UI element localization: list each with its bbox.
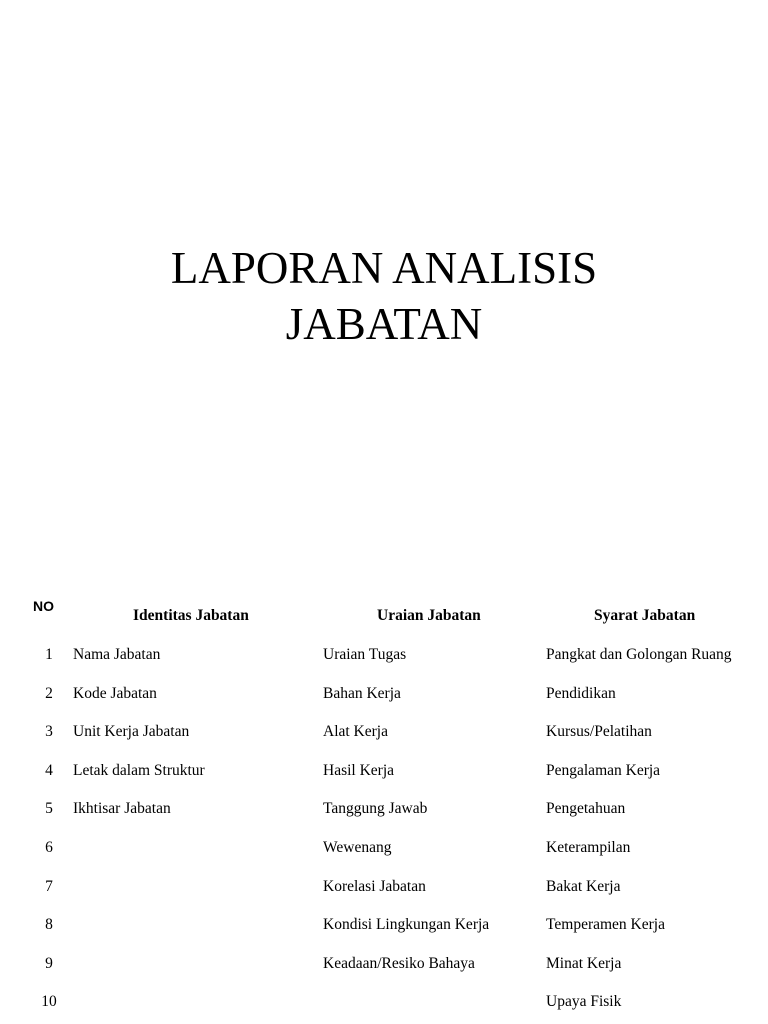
uraian-cell: Wewenang [323, 839, 392, 856]
header-no: NO [33, 598, 54, 614]
row-number: 2 [45, 685, 53, 702]
syarat-cell: Pengalaman Kerja [546, 762, 661, 779]
row-number: 4 [45, 762, 53, 779]
uraian-cell: Keadaan/Resiko Bahaya [323, 955, 475, 972]
syarat-cell: Minat Kerja [546, 955, 622, 972]
row-number: 9 [45, 955, 53, 972]
syarat-cell: Temperamen Kerja [546, 916, 665, 933]
title-line-1: LAPORAN ANALISIS [170, 243, 598, 293]
uraian-cell: Alat Kerja [323, 723, 388, 740]
uraian-cell: Korelasi Jabatan [323, 878, 426, 895]
syarat-cell: Pendidikan [546, 685, 616, 702]
uraian-cell: Hasil Kerja [323, 762, 395, 779]
row-number: 8 [45, 916, 53, 933]
row-number: 5 [45, 800, 53, 817]
uraian-cell: Tanggung Jawab [323, 800, 428, 817]
row-number: 3 [45, 723, 53, 740]
syarat-cell: Upaya Fisik [546, 993, 622, 1010]
uraian-cell: Bahan Kerja [323, 685, 401, 702]
title-line-2: JABATAN [285, 299, 483, 349]
row-number: 6 [45, 839, 53, 856]
syarat-cell: Kursus/Pelatihan [546, 723, 652, 740]
identitas-cell: Unit Kerja Jabatan [73, 723, 190, 740]
syarat-cell: Pengetahuan [546, 800, 626, 817]
syarat-cell: Keterampilan [546, 839, 631, 856]
identitas-cell: Ikhtisar Jabatan [73, 800, 171, 817]
row-number: 7 [45, 878, 53, 895]
identitas-cell: Kode Jabatan [73, 685, 157, 702]
syarat-cell: Pangkat dan Golongan Ruang [546, 646, 732, 663]
header-syarat-jabatan: Syarat Jabatan [594, 607, 696, 624]
identitas-cell: Letak dalam Struktur [73, 762, 205, 779]
row-number: 1 [45, 646, 53, 663]
uraian-cell: Kondisi Lingkungan Kerja [323, 916, 490, 933]
header-identitas-jabatan: Identitas Jabatan [133, 607, 249, 624]
syarat-cell: Bakat Kerja [546, 878, 621, 895]
uraian-cell: Uraian Tugas [323, 646, 407, 663]
header-uraian-jabatan: Uraian Jabatan [377, 607, 481, 624]
row-number: 10 [41, 993, 57, 1010]
identitas-cell: Nama Jabatan [73, 646, 161, 663]
